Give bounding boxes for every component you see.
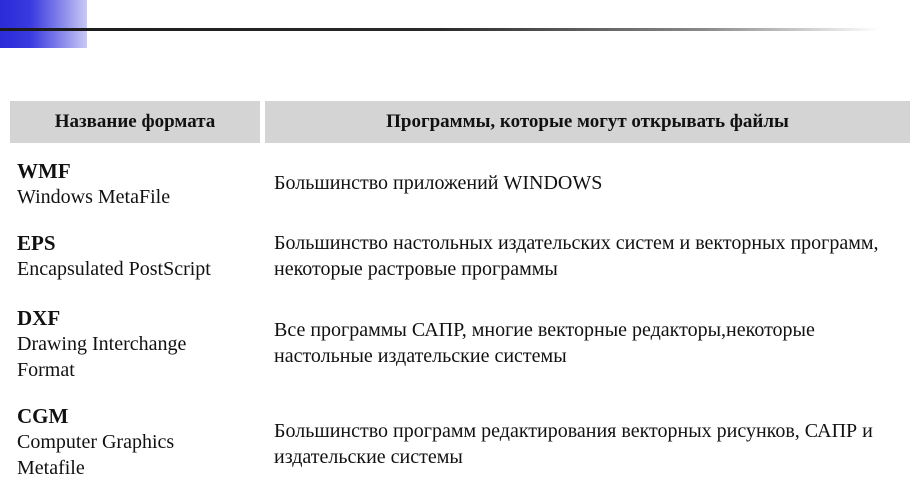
formats-table	[10, 101, 910, 479]
programs-cell: Все программы САПР, многие векторные редакторы,некоторые настольные издательские системы	[274, 319, 815, 367]
programs-cell: Большинство настольных издательских систем и векторных программ, некоторые растровые программы	[274, 232, 879, 280]
format-full-name: Encapsulated PostScript	[17, 258, 211, 280]
table-header	[10, 101, 910, 143]
format-cell	[17, 403, 217, 481]
format-full-name: Windows MetaFile	[17, 186, 171, 208]
format-cell	[17, 230, 262, 282]
programs-cell: Большинство приложений WINDOWS	[274, 172, 603, 194]
format-cell	[17, 158, 262, 210]
programs-cell: Большинство программ редактирования векторных рисунков, САПР и издательские системы	[274, 420, 873, 468]
slide-accent-square	[0, 0, 87, 48]
header-format-name: Название формата	[10, 101, 260, 143]
format-cell	[17, 305, 232, 383]
header-programs: Программы, которые могут открывать файлы	[265, 101, 910, 143]
format-code: WMF	[17, 159, 71, 183]
format-code: EPS	[17, 231, 56, 255]
format-code: CGM	[17, 404, 69, 428]
format-code: DXF	[17, 306, 61, 330]
format-full-name: Drawing Interchange Format	[17, 333, 187, 381]
format-full-name: Computer Graphics Metafile	[17, 431, 175, 479]
header-rule	[0, 28, 880, 31]
